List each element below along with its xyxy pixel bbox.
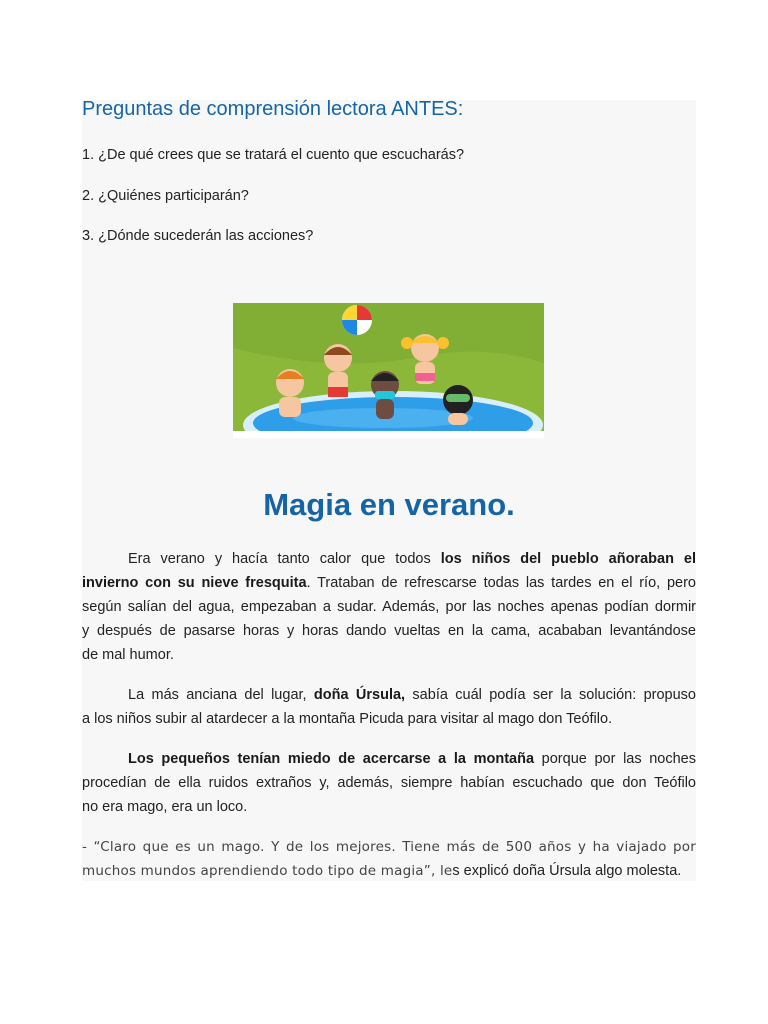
text-run: sabía cuál podía ser la solución: propuso bbox=[405, 687, 696, 703]
paragraph-line: - “Claro que es un mago. Y de los mejores. Tiene más de 500 años y ha viajado por bbox=[82, 839, 696, 855]
paragraph-line bbox=[82, 747, 696, 771]
bold-text: los niños del pueblo añoraban el bbox=[440, 551, 696, 567]
story-paragraph bbox=[82, 835, 696, 883]
page-heading: Preguntas de comprensión lectora ANTES: bbox=[82, 98, 464, 120]
story-title: Magia en verano. bbox=[263, 487, 515, 522]
text-run: Era verano y hacía tanto calor que todos bbox=[128, 551, 441, 567]
question-item: 3. ¿Dónde sucederán las acciones? bbox=[82, 228, 314, 244]
paragraph-line: a los niños subir al atardecer a la montaña Picuda para visitar al mago don Teófilo. bbox=[82, 711, 613, 727]
paragraph-line: y después de pasarse horas y horas dando vueltas en la cama, acababan levantándose bbox=[82, 623, 696, 639]
text-run: La más anciana del lugar, bbox=[128, 687, 314, 703]
story-paragraph bbox=[82, 683, 696, 731]
kids-pool-illustration bbox=[233, 303, 544, 438]
text-run: muchos mundos aprendiendo todo tipo de magia”, le bbox=[82, 863, 453, 879]
story-paragraph bbox=[82, 747, 696, 819]
paragraph-line bbox=[82, 547, 696, 571]
paragraph-line: de mal humor. bbox=[82, 647, 174, 663]
paragraph-line bbox=[82, 571, 696, 595]
question-item: 2. ¿Quiénes participarán? bbox=[82, 188, 249, 204]
question-item: 1. ¿De qué crees que se tratará el cuento que escucharás? bbox=[82, 147, 465, 163]
paragraph-line: no era mago, era un loco. bbox=[82, 799, 248, 815]
paragraph-line: según salían del agua, empezaban a sudar. Además, por las noches apenas podían dormir bbox=[82, 599, 696, 615]
text-run: porque por las noches bbox=[534, 751, 696, 767]
bold-text: Los pequeños tenían miedo de acercarse a la montaña bbox=[128, 751, 535, 767]
kids-in-pool-icon bbox=[233, 303, 544, 438]
paragraph-line bbox=[82, 683, 696, 707]
paragraph-line bbox=[82, 859, 696, 883]
bold-text: doña Úrsula, bbox=[313, 687, 406, 703]
story-paragraph bbox=[82, 547, 696, 667]
text-run: . Trataban de refrescarse todas las tardes en el río, pero bbox=[306, 575, 696, 591]
bold-text: invierno con su nieve fresquita bbox=[82, 575, 307, 591]
text-run: s explicó doña Úrsula algo molesta. bbox=[452, 863, 682, 879]
paragraph-line: procedían de ella ruidos extraños y, además, siempre habían escuchado que don Teófilo bbox=[82, 775, 696, 791]
